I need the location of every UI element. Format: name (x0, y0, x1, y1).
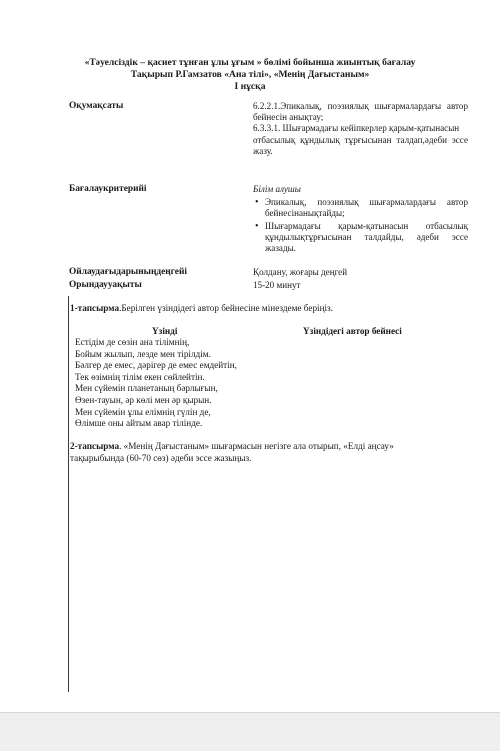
poem-line: Өзен-тауын, әр көлі мен әр қырын. (75, 394, 212, 405)
viewer-bottom-bar (0, 712, 500, 751)
objective-item: отбасылық құндылық тұрғысынан талдап,әдеби эссе жазу. (253, 134, 468, 156)
author-image-column-header: Үзіндідегі автор бейнесі (303, 326, 402, 336)
objective-item: 6.2.2.1.Эпикалық, поэзиялық шығармалардағы автор бейнесін анықтау; (253, 101, 468, 123)
task1-instruction (70, 303, 450, 315)
poem-line: Тек өзімнің тілім екен сөйлейтін. (75, 371, 205, 382)
assessment-title: «Тәуелсіздік – қасиет тұнған ұлы ұғым » бөлімі бойынша жиынтық бағалау (84, 57, 416, 68)
topic-title: Тақырып Р.Гамзатов «Ана тілі», «Менің Дағыстаным» (130, 69, 370, 80)
task2-instruction (70, 441, 450, 464)
poem-line: Бойым жылып, лезде мен тірілдім. (75, 348, 211, 359)
task1-label: 1-тапсырма (70, 303, 120, 313)
task1-text: .Берілген үзіндідегі автор бейнесіне мінездеме беріңіз. (119, 303, 333, 313)
left-margin-line (68, 296, 69, 692)
poem-line: Бәлгер де емес, дәрігер де емес емдейтін, (75, 360, 237, 371)
poem-excerpt (75, 337, 237, 430)
poem-line: Мен сүйемін планетаның бәрлығын, (75, 383, 218, 394)
criteria-item: • Эпикалық, поэзиялық шығармалардағы автор бейнесінанықтайды; (265, 197, 468, 219)
poem-line: Өлімше оны айтым авар тілінде. (75, 418, 203, 429)
thinking-level-value: Қолдану, жоғары деңгей (253, 267, 348, 277)
task2-label: 2-тапсырма (70, 441, 120, 451)
duration-label: Орындаууақыты (69, 280, 142, 290)
objectives-label: Оқумақсаты (69, 101, 124, 111)
criteria-block (253, 184, 468, 255)
duration-value: 15-20 минут (253, 280, 301, 290)
variant-title: І нұсқа (234, 81, 266, 92)
poem-line: Естідім де сөзін ана тілімнің, (75, 337, 190, 347)
poem-line: Мен сүйемін ұлы елімнің гүлін де, (75, 406, 211, 417)
criteria-label: Бағалаукритерийі (69, 184, 147, 194)
objective-item: 6.3.3.1. Шығармадағы кейіпкерлер қарым-қатынасын (253, 123, 460, 134)
criteria-item: • Шығармадағы қарым-қатынасын отбасылық құндылықтұрғысынан талдайды, әдеби эссе жазады. (265, 221, 468, 255)
criteria-list (253, 197, 468, 254)
criteria-heading: Білім алушы (253, 184, 301, 194)
objectives-list (253, 101, 468, 157)
task2-text: . «Менің Дағыстаным» шығармасын негізге ала отырып, «Елді аңсау» тақырыбында (60-70 сөз) әдеби эссе жазыңыз. (70, 441, 394, 463)
excerpt-column-header: Үзінді (152, 326, 178, 336)
thinking-level-label: Ойлаудағыдарыныңдеңгейі (69, 267, 187, 277)
